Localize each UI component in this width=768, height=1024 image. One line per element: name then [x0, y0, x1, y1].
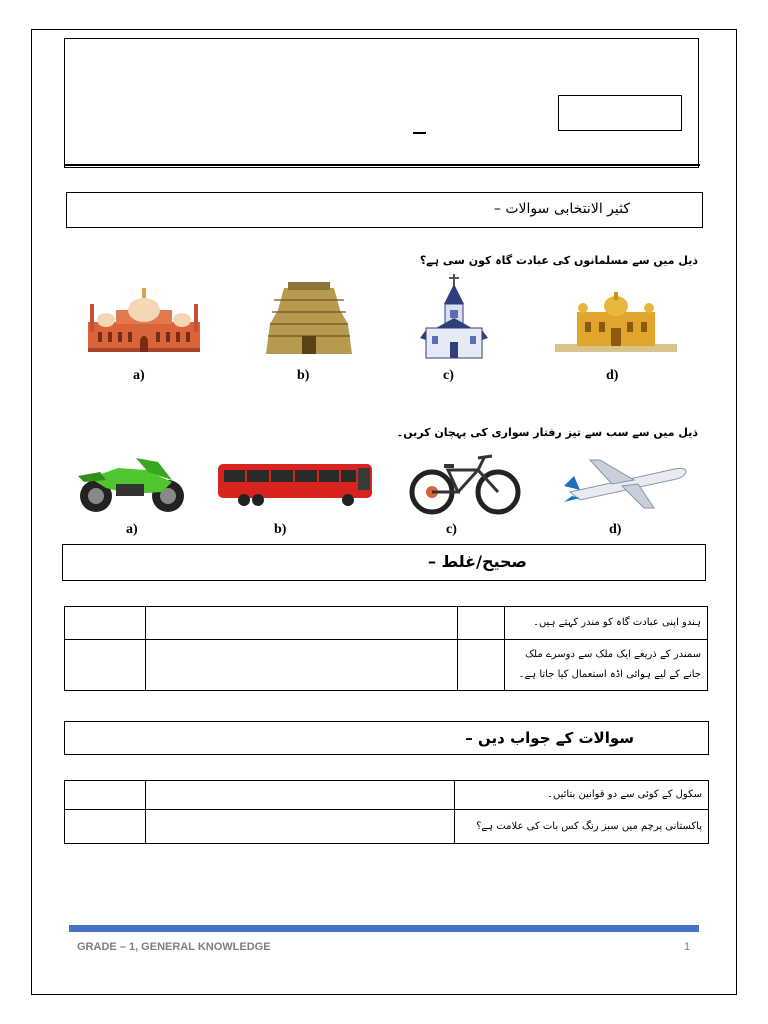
- name-line-mark: [413, 132, 426, 134]
- golden-temple-icon: [555, 288, 677, 354]
- answer-cell[interactable]: [145, 640, 457, 691]
- table-row: [65, 781, 709, 810]
- footer-text: GRADE – 1, GENERAL KNOWLEDGE: [77, 941, 271, 953]
- motorbike-icon: [76, 448, 188, 516]
- question-2-option-a[interactable]: a): [126, 522, 138, 537]
- question-1-option-c[interactable]: c): [443, 368, 454, 383]
- statement-text: ہندو اپنی عبادت گاہ کو مندر کہتے ہیں۔: [533, 617, 701, 628]
- question-1-option-d[interactable]: d): [606, 368, 619, 383]
- answer-cell[interactable]: [146, 781, 455, 810]
- question-text: پاکستانی پرچم میں سبز رنگ کس بات کی علامت ہے؟: [476, 820, 702, 832]
- true-false-section-box: [62, 544, 706, 581]
- question-2-option-b[interactable]: b): [274, 522, 287, 537]
- question-2-text: ذیل میں سے سب سے تیز رفتار سواری کی پہچان کریں۔: [396, 426, 698, 439]
- question-1-text: ذیل میں سے مسلمانوں کی عبادت گاہ کون سی ہے؟: [419, 254, 698, 267]
- page-number: 1: [684, 941, 691, 953]
- hindu-temple-icon: [264, 280, 354, 356]
- answer-cell[interactable]: [65, 781, 146, 810]
- bus-icon: [216, 460, 376, 508]
- answer-cell[interactable]: [65, 640, 146, 691]
- table-row: [65, 607, 708, 640]
- statement-text: سمندر کے ذریعے ایک ملک سے دوسرے ملک جانے کے لیے ہوائی اڈہ استعمال کیا جاتا ہے۔: [518, 649, 701, 680]
- table-row: [65, 810, 709, 844]
- airplane-icon: [560, 456, 690, 514]
- answer-cell[interactable]: [145, 607, 457, 640]
- question-2-option-c[interactable]: c): [446, 522, 457, 537]
- question-2-option-d[interactable]: d): [609, 522, 622, 537]
- answer-cell[interactable]: [65, 810, 146, 844]
- mcq-section-box: [66, 192, 703, 228]
- question-1-option-b[interactable]: b): [297, 368, 310, 383]
- question-1-option-a[interactable]: a): [133, 368, 145, 383]
- answer-cell[interactable]: [65, 607, 146, 640]
- header-rule: [64, 164, 700, 166]
- question-text: سکول کے کوئی سے دو قوانین بتائیں۔: [547, 789, 702, 800]
- church-icon: [418, 272, 490, 360]
- answer-section-box: [64, 721, 709, 755]
- answer-section-title: سوالات کے جواب دیں –: [465, 729, 634, 747]
- answer-cell[interactable]: [146, 810, 455, 844]
- answer-table: [64, 780, 709, 844]
- table-row: [65, 640, 708, 691]
- true-false-section-title: صحیح/غلط –: [427, 552, 527, 571]
- footer-bar: [69, 925, 699, 932]
- marks-box: [558, 95, 682, 131]
- mcq-section-title: کثیر الانتخابی سوالات –: [493, 201, 630, 217]
- mosque-icon: [86, 284, 204, 356]
- answer-cell[interactable]: [458, 640, 505, 691]
- true-false-table: [64, 606, 708, 691]
- bicycle-icon: [408, 452, 524, 516]
- answer-cell[interactable]: [458, 607, 505, 640]
